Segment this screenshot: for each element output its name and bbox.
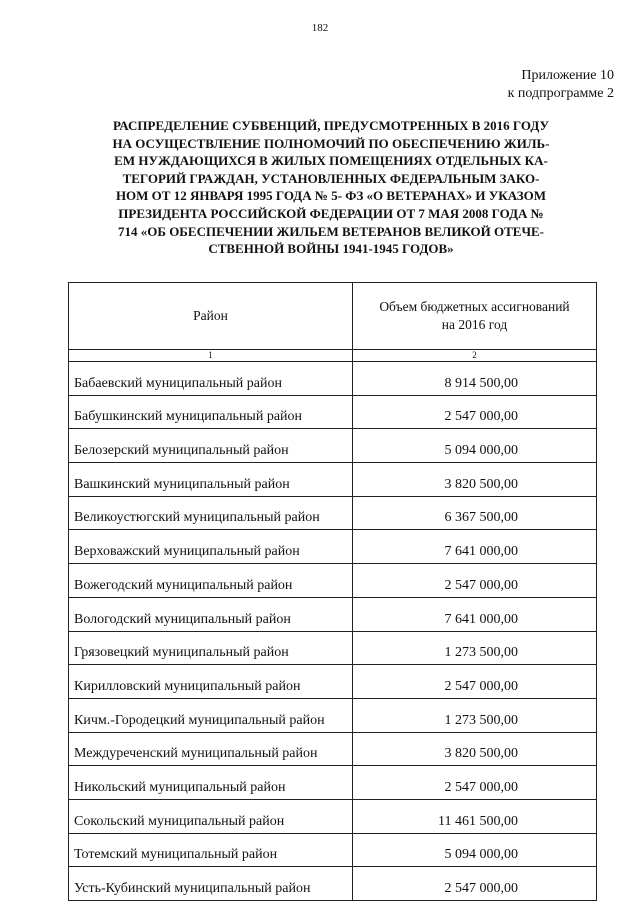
allocation-amount: 5 094 000,00	[353, 429, 597, 463]
title-line: 714 «ОБ ОБЕСПЕЧЕНИИ ЖИЛЬЕМ ВЕТЕРАНОВ ВЕЛИКОЙ ОТЕЧЕ-	[117, 223, 545, 239]
allocation-amount: 1 273 500,00	[353, 631, 597, 665]
table-row	[69, 463, 597, 497]
header-amount-line-2: на 2016 год	[441, 317, 508, 332]
table-row	[69, 665, 597, 699]
table-row	[69, 395, 597, 429]
allocation-amount: 8 914 500,00	[353, 362, 597, 396]
district-name: Бабаевский муниципальный район	[69, 362, 353, 396]
allocation-amount: 3 820 500,00	[353, 463, 597, 497]
header-amount-line-1: Объем бюджетных ассигнований	[379, 299, 570, 314]
allocation-amount: 11 461 500,00	[353, 799, 597, 833]
column-number: 1	[69, 350, 353, 362]
allocation-amount: 3 820 500,00	[353, 732, 597, 766]
district-name: Тотемский муниципальный район	[69, 833, 353, 867]
header-district: Район	[69, 283, 353, 350]
district-name: Кичм.-Городецкий муниципальный район	[69, 698, 353, 732]
district-name: Белозерский муниципальный район	[69, 429, 353, 463]
table-row	[69, 698, 597, 732]
table-row	[69, 867, 597, 901]
table-row	[69, 429, 597, 463]
district-name: Междуреченский муниципальный район	[69, 732, 353, 766]
title-line: СТВЕННОЙ ВОЙНЫ 1941-1945 ГОДОВ»	[208, 241, 454, 257]
table-row	[69, 833, 597, 867]
appendix-note	[508, 67, 614, 103]
table-row	[69, 530, 597, 564]
district-name: Вологодский муниципальный район	[69, 597, 353, 631]
allocation-amount: 2 547 000,00	[353, 395, 597, 429]
allocation-amount: 5 094 000,00	[353, 833, 597, 867]
district-name: Вожегодский муниципальный район	[69, 564, 353, 598]
table-row	[69, 597, 597, 631]
district-name: Великоустюгский муниципальный район	[69, 496, 353, 530]
table-row	[69, 732, 597, 766]
allocation-amount: 7 641 000,00	[353, 597, 597, 631]
title-line: НА ОСУЩЕСТВЛЕНИЕ ПОЛНОМОЧИЙ ПО ОБЕСПЕЧЕНИЮ ЖИЛЬ-	[112, 135, 550, 151]
allocation-amount: 1 273 500,00	[353, 698, 597, 732]
allocation-table	[68, 282, 597, 901]
allocation-amount: 6 367 500,00	[353, 496, 597, 530]
district-name: Верховажский муниципальный район	[69, 530, 353, 564]
district-name: Кирилловский муниципальный район	[69, 665, 353, 699]
table-row	[69, 496, 597, 530]
appendix-line-1: Приложение 10	[521, 68, 614, 83]
page-number: 182	[311, 22, 329, 34]
allocation-amount: 2 547 000,00	[353, 766, 597, 800]
header-amount	[353, 283, 597, 350]
table-row	[69, 799, 597, 833]
table-row	[69, 631, 597, 665]
appendix-line-2: к подпрограмме 2	[507, 86, 614, 101]
district-name: Бабушкинский муниципальный район	[69, 395, 353, 429]
allocation-amount: 2 547 000,00	[353, 867, 597, 901]
allocation-amount: 7 641 000,00	[353, 530, 597, 564]
district-name: Никольский муниципальный район	[69, 766, 353, 800]
table-row	[69, 564, 597, 598]
table-row	[69, 766, 597, 800]
title-line: РАСПРЕДЕЛЕНИЕ СУБВЕНЦИЙ, ПРЕДУСМОТРЕННЫХ В 2016 ГОДУ	[113, 118, 549, 133]
title-line: ТЕГОРИЙ ГРАЖДАН, УСТАНОВЛЕННЫХ ФЕДЕРАЛЬНЫМ ЗАКО-	[122, 170, 540, 186]
allocation-amount: 2 547 000,00	[353, 564, 597, 598]
table-header-row	[69, 283, 597, 350]
allocation-amount: 2 547 000,00	[353, 665, 597, 699]
district-name: Усть-Кубинский муниципальный район	[69, 867, 353, 901]
column-number-row	[69, 350, 597, 362]
title-line: НОМ ОТ 12 ЯНВАРЯ 1995 ГОДА № 5- ФЗ «О ВЕТЕРАНАХ» И УКАЗОМ	[115, 188, 547, 204]
district-name: Сокольский муниципальный район	[69, 799, 353, 833]
title-line: ЕМ НУЖДАЮЩИХСЯ В ЖИЛЫХ ПОМЕЩЕНИЯХ ОТДЕЛЬНЫХ КА-	[114, 153, 548, 169]
document-title	[72, 117, 590, 258]
column-number: 2	[353, 350, 597, 362]
district-name: Грязовецкий муниципальный район	[69, 631, 353, 665]
title-line: ПРЕЗИДЕНТА РОССИЙСКОЙ ФЕДЕРАЦИИ ОТ 7 МАЯ 2008 ГОДА №	[118, 205, 544, 221]
district-name: Вашкинский муниципальный район	[69, 463, 353, 497]
table-row	[69, 362, 597, 396]
